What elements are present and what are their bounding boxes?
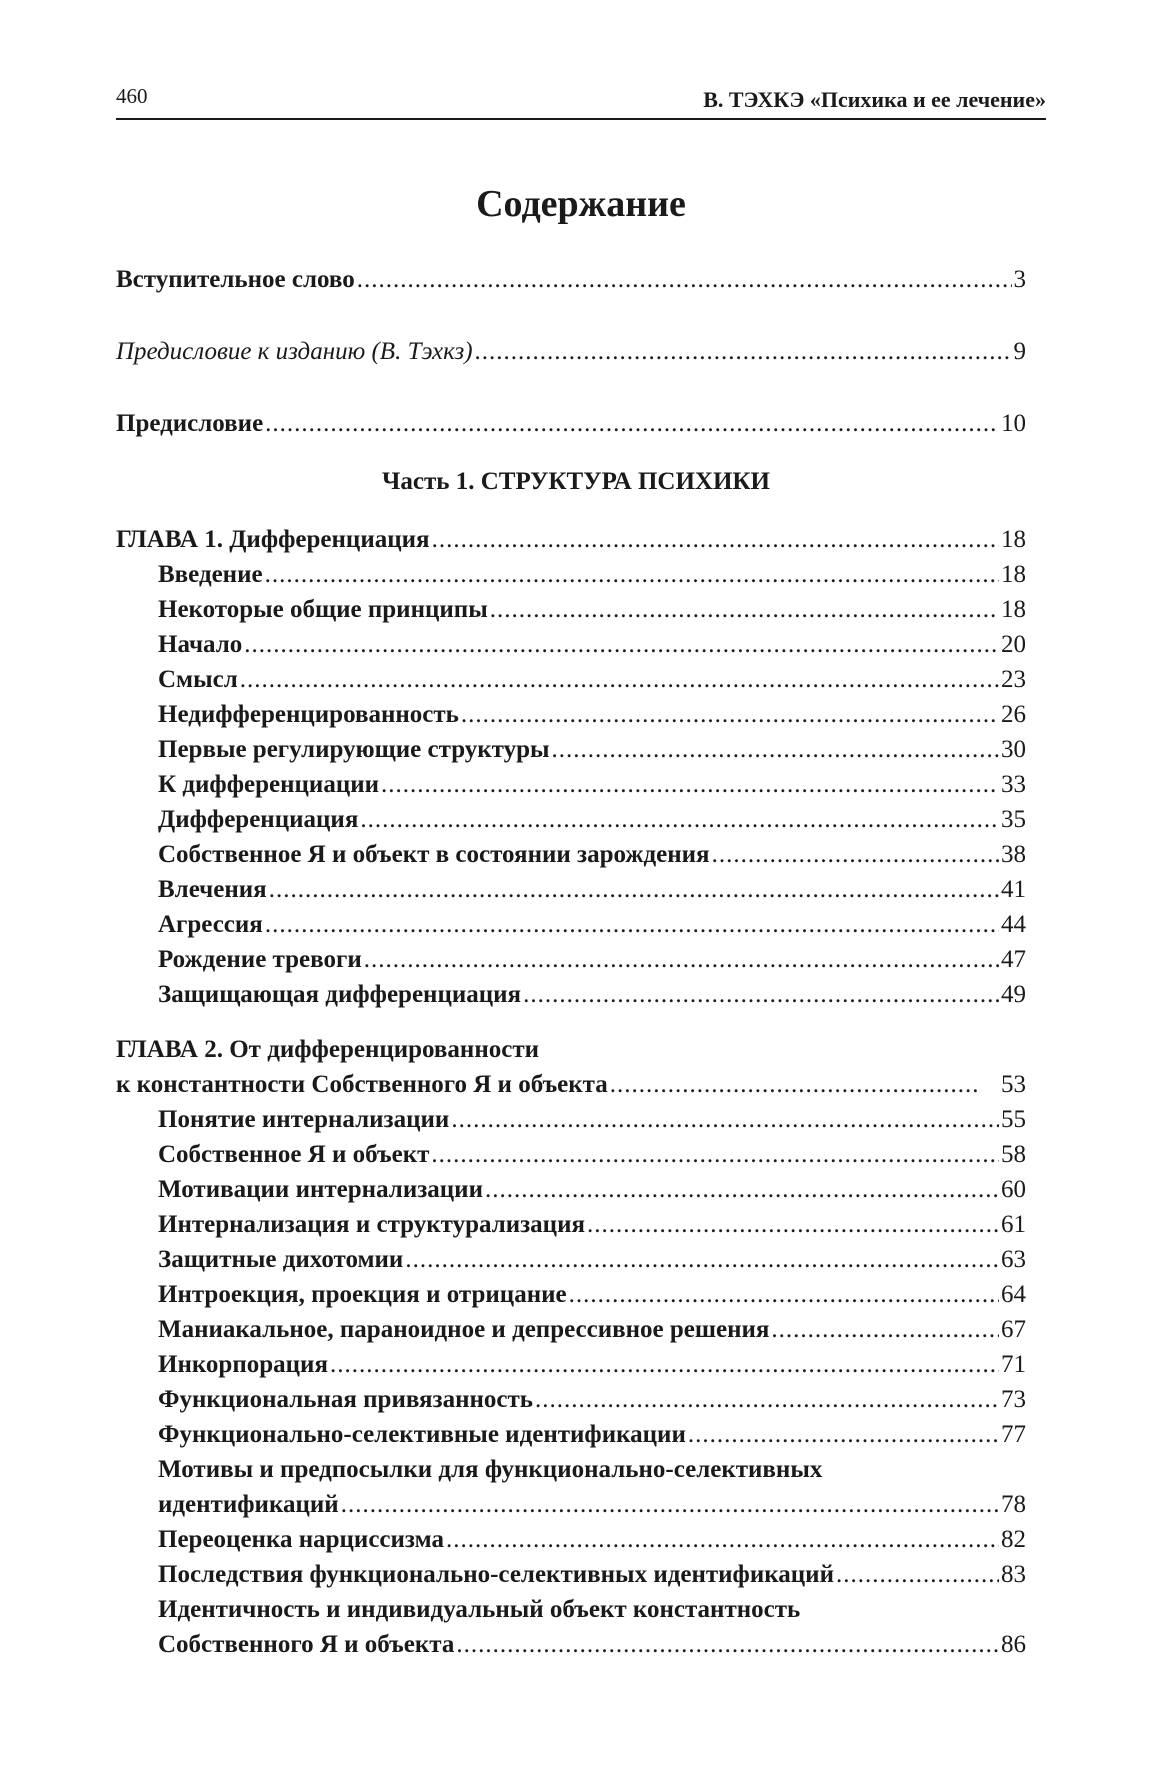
toc-entry-page: 61 (1001, 1211, 1026, 1238)
toc-entry[interactable] (116, 942, 1026, 977)
leader-dots (688, 1417, 999, 1452)
toc-entry-page: 82 (1001, 1526, 1026, 1553)
leader-dots (269, 872, 999, 907)
toc-entry-page: 64 (1001, 1281, 1026, 1308)
leader-dots (432, 522, 999, 557)
toc-entry-label: Вступительное слово (116, 266, 355, 293)
toc-entry[interactable] (116, 1277, 1026, 1312)
toc-entry-label: Защитные дихотомии (158, 1246, 404, 1273)
toc-entry-label: Переоценка нарциссизма (158, 1526, 444, 1553)
leader-dots (461, 697, 999, 732)
toc-entry-page: 26 (1001, 701, 1026, 728)
leader-dots (836, 1557, 999, 1592)
toc-entry-label: Последствия функционально-селективных идентификаций (158, 1561, 834, 1588)
toc-entry-page: 10 (1001, 410, 1026, 437)
toc-entry-label: К дифференциации (158, 771, 380, 798)
toc-entry-page: 9 (1013, 338, 1026, 365)
toc-entry-page: 33 (1001, 771, 1026, 798)
leader-dots (535, 1382, 999, 1417)
toc-entry[interactable] (116, 592, 1026, 627)
toc-entry-label: Защищающая дифференциация (158, 981, 522, 1008)
leader-dots (569, 1277, 999, 1312)
toc-entry-page: 58 (1001, 1141, 1026, 1168)
toc-entry-page: 18 (1001, 596, 1026, 623)
toc-entry[interactable] (116, 406, 1026, 441)
leader-dots (523, 977, 999, 1012)
toc-entry-label: Некоторые общие принципы (158, 596, 488, 623)
toc-entry[interactable] (116, 334, 1026, 369)
toc-entry-label: идентификаций (158, 1491, 339, 1518)
toc-entry-label: Понятие интернализации (158, 1106, 450, 1133)
chapter-title: ГЛАВА 1. Дифференциация (116, 526, 430, 553)
toc-entry[interactable] (116, 1627, 1026, 1662)
toc-entry-label: Функционально-селективные идентификации (158, 1421, 686, 1448)
toc-entry-label: Предисловие к изданию (В. Тэхкз) (116, 338, 473, 365)
chapter-page: 53 (1001, 1071, 1026, 1098)
toc-entry[interactable] (116, 1137, 1026, 1172)
toc-entry-page: 35 (1001, 806, 1026, 833)
toc-entry[interactable] (116, 1522, 1026, 1557)
toc-entry-label: Собственного Я и объекта (158, 1631, 455, 1658)
toc-entry-page: 55 (1001, 1106, 1026, 1133)
chapter-title: к константности Собственного Я и объекта (116, 1071, 608, 1098)
toc-entry[interactable] (116, 1487, 1026, 1522)
leader-dots (265, 557, 999, 592)
chapter-page: 18 (1001, 526, 1026, 553)
toc-entry[interactable] (116, 1347, 1026, 1382)
toc-entry-page: 73 (1001, 1386, 1026, 1413)
leader-dots (451, 1102, 999, 1137)
toc-entry-label: Собственное Я и объект в состоянии зарождения (158, 841, 710, 868)
toc-entry[interactable] (116, 977, 1026, 1012)
leader-dots (381, 767, 999, 802)
leader-dots (475, 334, 1012, 369)
toc-entry[interactable] (116, 837, 1026, 872)
toc-entry-label-line[interactable]: Идентичность и индивидуальный объект константность (158, 1596, 801, 1623)
toc-entry[interactable] (116, 262, 1026, 297)
chapter-heading[interactable] (116, 522, 1026, 557)
toc-entry[interactable] (116, 1242, 1026, 1277)
leader-dots (405, 1242, 999, 1277)
leader-dots (265, 907, 999, 942)
table-of-contents (116, 262, 1026, 1662)
toc-entry-page: 78 (1001, 1491, 1026, 1518)
toc-entry-label: Интроекция, проекция и отрицание (158, 1281, 567, 1308)
toc-entry[interactable] (116, 767, 1026, 802)
toc-entry[interactable] (116, 662, 1026, 697)
leader-dots (265, 406, 999, 441)
toc-entry-page: 41 (1001, 876, 1026, 903)
toc-entry[interactable] (116, 802, 1026, 837)
leader-dots (456, 1627, 999, 1662)
leader-dots (610, 1067, 979, 1102)
leader-dots (330, 1347, 999, 1382)
toc-entry-page: 20 (1001, 631, 1026, 658)
toc-entry-label: Функциональная привязанность (158, 1386, 533, 1413)
leader-dots (552, 732, 999, 767)
toc-entry[interactable] (116, 557, 1026, 592)
toc-entry[interactable] (116, 732, 1026, 767)
leader-dots (360, 802, 999, 837)
toc-entry[interactable] (116, 697, 1026, 732)
toc-entry-page: 38 (1001, 841, 1026, 868)
toc-entry-page: 49 (1001, 981, 1026, 1008)
toc-entry-page: 44 (1001, 911, 1026, 938)
toc-entry-label: Мотивации интернализации (158, 1176, 483, 1203)
leader-dots (712, 837, 999, 872)
toc-entry-page: 3 (1013, 266, 1026, 293)
toc-entry-label: Введение (158, 561, 263, 588)
toc-entry-page: 60 (1001, 1176, 1026, 1203)
toc-entry[interactable] (116, 1312, 1026, 1347)
toc-entry-label: Интернализация и структурализация (158, 1211, 586, 1238)
toc-entry[interactable] (116, 1382, 1026, 1417)
toc-entry-page: 77 (1001, 1421, 1026, 1448)
toc-entry[interactable] (116, 1207, 1026, 1242)
toc-entry-label: Собственное Я и объект (158, 1141, 430, 1168)
part-heading: Часть 1. СТРУКТУРА ПСИХИКИ (382, 468, 770, 495)
chapter-title-line[interactable]: ГЛАВА 2. От дифференцированности (116, 1036, 540, 1063)
header-rule (116, 118, 1046, 120)
leader-dots (771, 1312, 999, 1347)
leader-dots (341, 1487, 999, 1522)
toc-entry[interactable] (116, 627, 1026, 662)
toc-entry-page: 23 (1001, 666, 1026, 693)
chapter-heading[interactable] (116, 1067, 1026, 1102)
toc-entry-page: 18 (1001, 561, 1026, 588)
toc-entry-page: 67 (1001, 1316, 1026, 1343)
toc-entry-label: Смысл (158, 666, 238, 693)
toc-entry-label: Начало (158, 631, 243, 658)
toc-entry-label: Первые регулирующие структуры (158, 736, 550, 763)
toc-entry[interactable] (116, 1102, 1026, 1137)
toc-entry-page: 47 (1001, 946, 1026, 973)
toc-entry[interactable] (116, 907, 1026, 942)
toc-entry-label: Влечения (158, 876, 267, 903)
leader-dots (364, 942, 999, 977)
toc-entry-label: Маниакальное, параноидное и депрессивное решения (158, 1316, 770, 1343)
leader-dots (244, 627, 999, 662)
toc-entry-page: 83 (1001, 1561, 1026, 1588)
toc-entry[interactable] (116, 1557, 1026, 1592)
toc-entry[interactable] (116, 872, 1026, 907)
toc-entry-page: 86 (1001, 1631, 1026, 1658)
toc-entry-label: Рождение тревоги (158, 946, 362, 973)
toc-entry-label: Дифференциация (158, 806, 359, 833)
toc-entry-label: Инкорпорация (158, 1351, 328, 1378)
running-title: В. ТЭХКЭ «Психика и ее лечение» (703, 87, 1046, 112)
page-title: Содержание (476, 183, 686, 225)
leader-dots (485, 1172, 999, 1207)
toc-entry-label-line[interactable]: Мотивы и предпосылки для функционально-селективных (158, 1456, 823, 1483)
leader-dots (431, 1137, 999, 1172)
toc-entry-label: Предисловие (116, 410, 264, 437)
toc-entry-label: Агрессия (158, 911, 263, 938)
leader-dots (240, 662, 999, 697)
leader-dots (357, 262, 1012, 297)
toc-entry-page: 63 (1001, 1246, 1026, 1273)
leader-dots (446, 1522, 999, 1557)
page-number: 460 (116, 84, 148, 108)
leader-dots (490, 592, 999, 627)
leader-dots (587, 1207, 999, 1242)
toc-entry-page: 30 (1001, 736, 1026, 763)
toc-entry-page: 71 (1001, 1351, 1026, 1378)
toc-entry[interactable] (116, 1172, 1026, 1207)
toc-entry[interactable] (116, 1417, 1026, 1452)
toc-entry-label: Недифференцированность (158, 701, 459, 728)
